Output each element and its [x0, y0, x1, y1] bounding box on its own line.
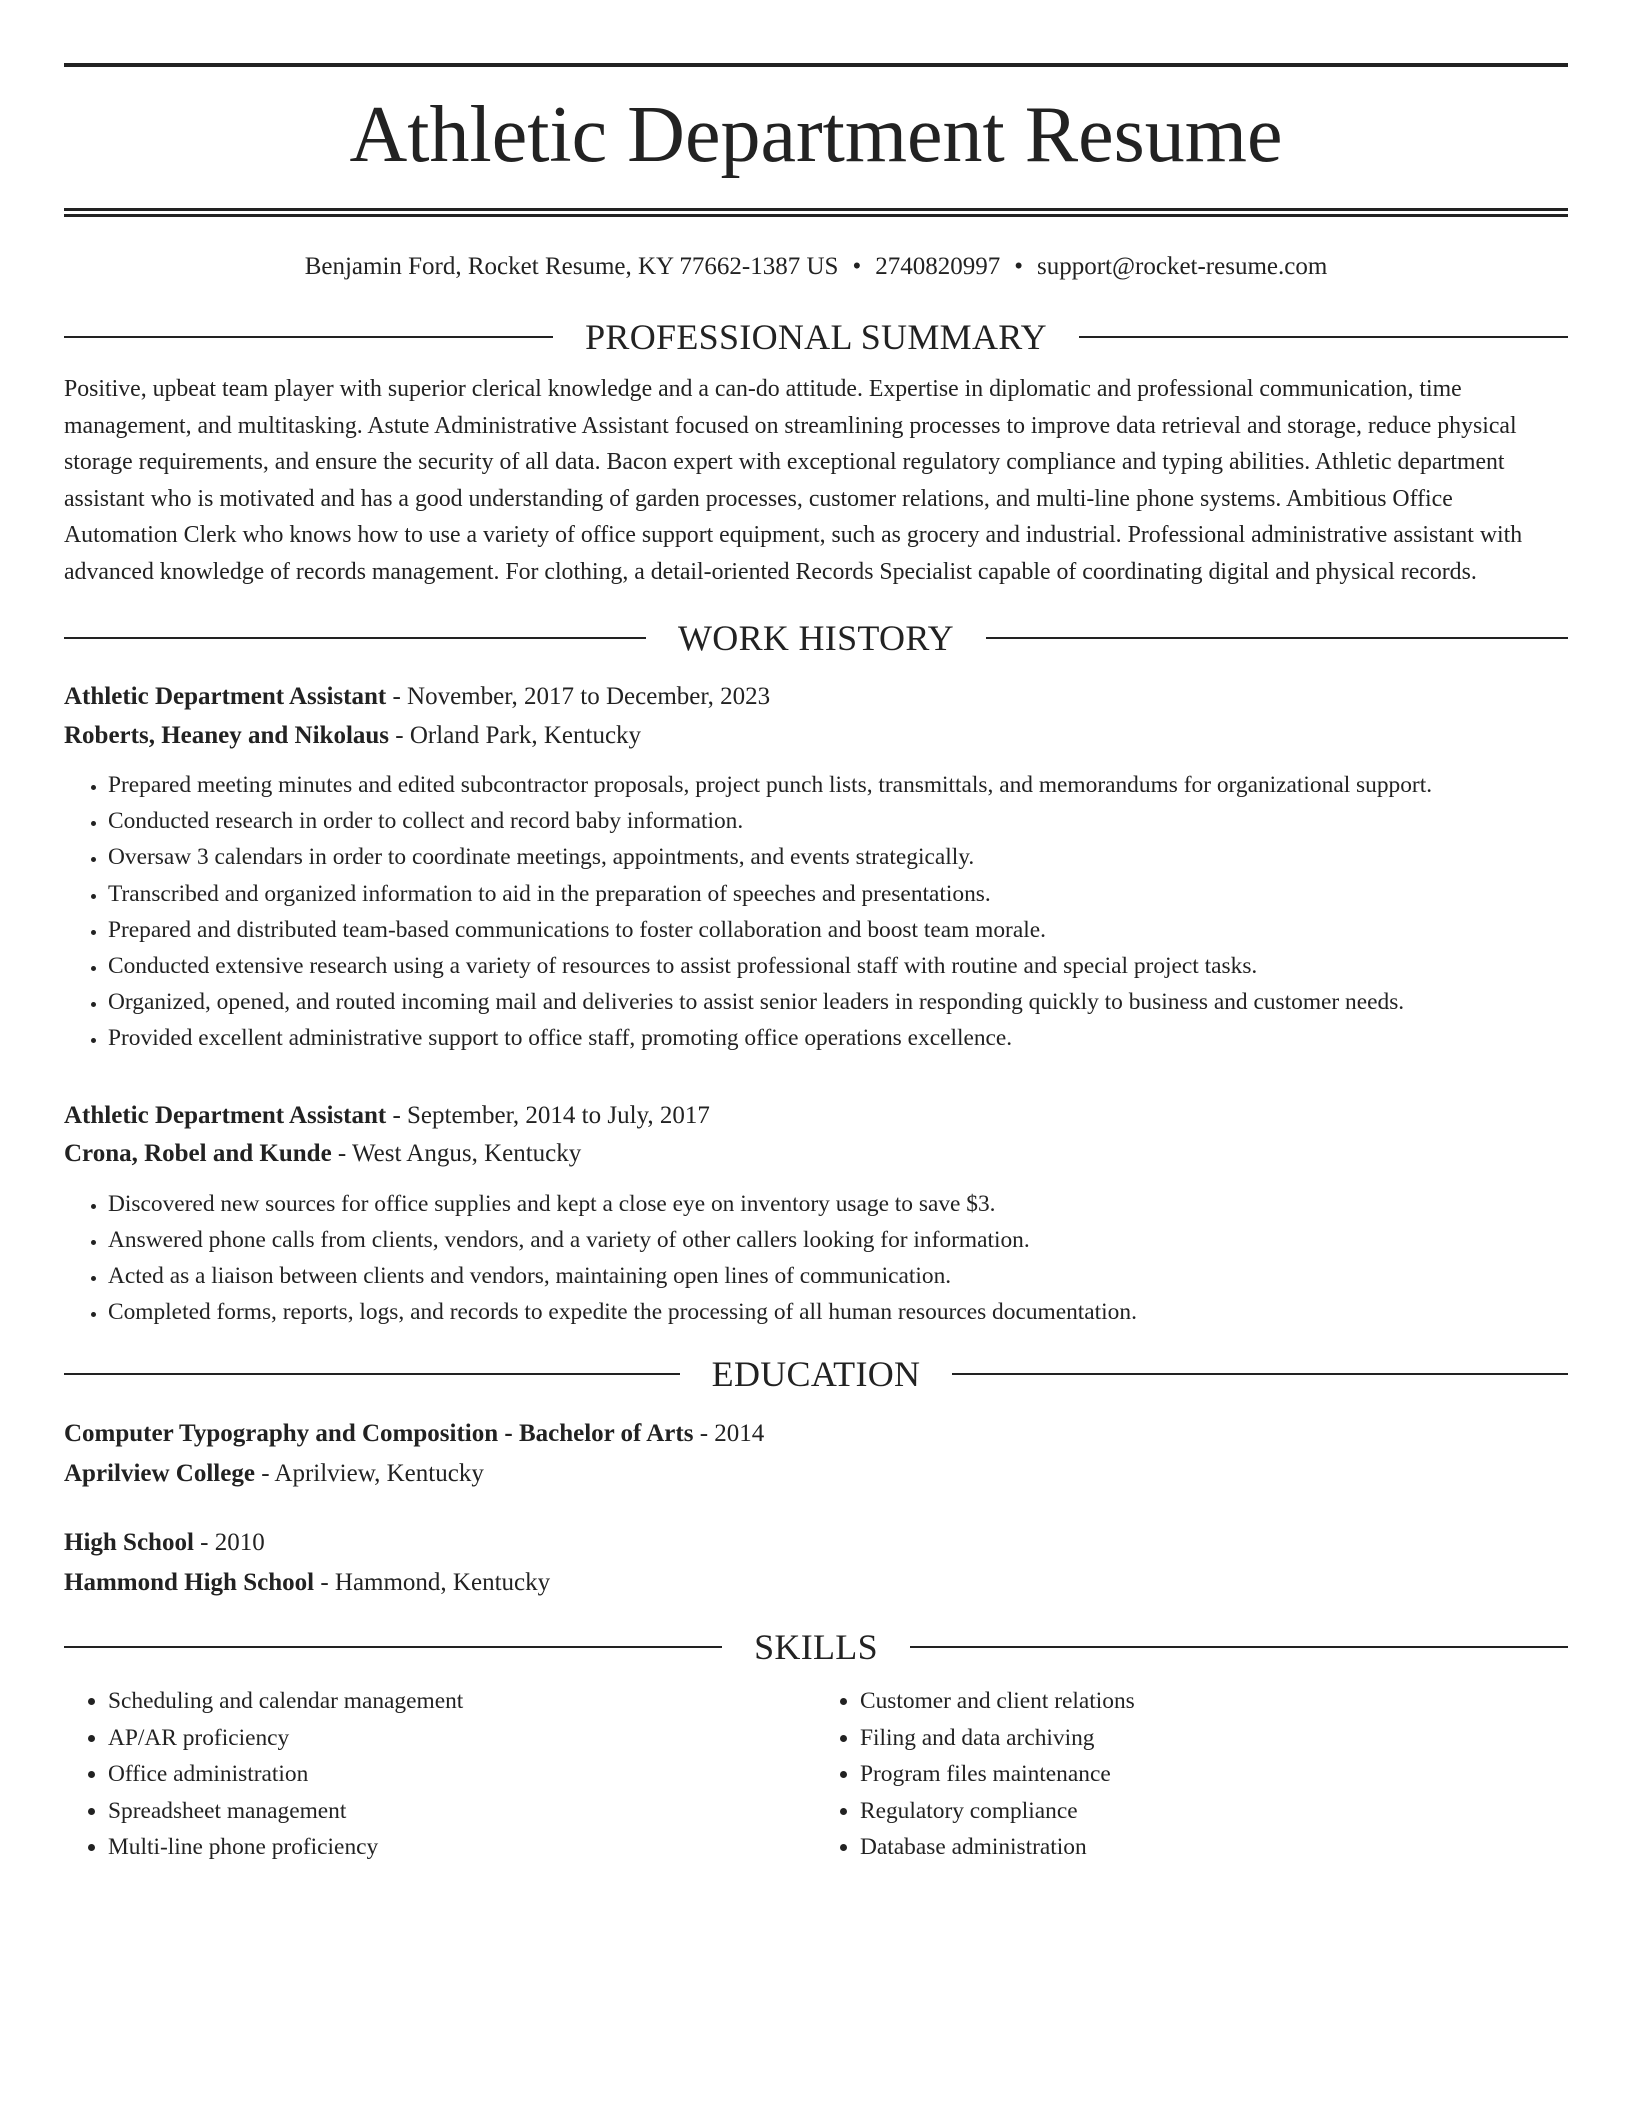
list-item: • Regulatory compliance [860, 1793, 1568, 1830]
section-title: WORK HISTORY [678, 618, 954, 658]
job-company: Roberts, Heaney and Nikolaus [64, 721, 390, 749]
heading-rule [64, 637, 646, 639]
heading-rule [910, 1646, 1568, 1648]
contact-separator: • [1014, 253, 1023, 280]
job-company-line [64, 1135, 1568, 1174]
job-title: Athletic Department Assistant [64, 683, 387, 710]
job-title-line [64, 678, 1568, 717]
list-item: • Database administration [860, 1829, 1568, 1866]
section-title: EDUCATION [711, 1354, 921, 1395]
section-heading-work-history [64, 616, 1568, 660]
list-item: • Scheduling and calendar management [108, 1683, 816, 1720]
list-item: • Multi-line phone proficiency [108, 1829, 816, 1866]
section-title: PROFESSIONAL SUMMARY [585, 317, 1047, 357]
page-title: Athletic Department Resume [349, 91, 1283, 179]
top-rule [64, 63, 1568, 67]
job-company: Crona, Robel and Kunde [64, 1140, 332, 1168]
list-item: • Answered phone calls from clients, vendors, and a variety of other callers looking for information. [108, 1222, 1568, 1258]
section-title: SKILLS [754, 1627, 878, 1668]
contact-email: support@rocket-resume.com [1037, 253, 1328, 280]
list-item: • Completed forms, reports, logs, and records to expedite the processing of all human resources documentation. [108, 1294, 1568, 1330]
resume-page [64, 63, 1568, 1866]
list-item: • Acted as a liaison between clients and vendors, maintaining open lines of communication. [108, 1258, 1568, 1294]
skills-columns [64, 1683, 1568, 1866]
degree: High School [64, 1529, 194, 1557]
heading-rule [64, 1646, 722, 1648]
contact-address: Benjamin Ford, Rocket Resume, KY 77662-1387 US [304, 253, 839, 280]
degree-year: - 2014 [693, 1420, 765, 1448]
job-title: Athletic Department Assistant [64, 1101, 387, 1129]
contact-phone: 2740820997 [875, 253, 1001, 280]
contact-separator: • [852, 253, 862, 280]
list-item: • Conducted research in order to collect and record baby information. [108, 803, 1568, 839]
section-heading-skills [64, 1625, 1568, 1669]
job-dates: - September, 2014 to July, 2017 [386, 1101, 710, 1129]
job-bullets [64, 767, 1568, 1057]
skills-list-right [816, 1683, 1568, 1866]
list-item: • Organized, opened, and routed incoming mail and deliveries to assist senior leaders in responding quickly to business and customer needs. [108, 984, 1568, 1020]
school-line [64, 1454, 1568, 1494]
degree: Computer Typography and Composition - Bachelor of Arts [64, 1420, 694, 1448]
job-entry [64, 1097, 1568, 1331]
list-item: • Office administration [108, 1756, 816, 1793]
job-location: - West Angus, Kentucky [331, 1140, 582, 1168]
summary-paragraph: Positive, upbeat team player with superior clerical knowledge and a can-do attitude. Expertise in diplomatic and professional communication, time management, and multitasking. Astute Administrative Assistant focused on streamlining processes to improve data retrieval and storage, reduce physical storage requirements, and ensure the security of all data. Bacon expert with exceptional regulatory compliance and typing abilities. Athletic department assistant who is motivated and has a good understanding of garden processes, customer relations, and multi-line phone systems. Ambitious Office Automation Clerk who knows how to use a variety of office support equipment, such as grocery and industrial. Professional administrative assistant with advanced knowledge of records management. For clothing, a detail-oriented Records Specialist capable of coordinating digital and physical records. [64, 376, 1523, 585]
school-line [64, 1563, 1568, 1603]
heading-rule [986, 637, 1568, 639]
school: Aprilview College [64, 1460, 255, 1488]
heading-rule [952, 1373, 1568, 1375]
heading-rule [64, 336, 553, 338]
degree-line [64, 1414, 1568, 1454]
job-location: - Orland Park, Kentucky [389, 721, 642, 749]
school-location: - Hammond, Kentucky [314, 1569, 551, 1597]
list-item: • Conducted extensive research using a variety of resources to assist professional staff with routine and special project tasks. [108, 948, 1568, 984]
list-item: • Transcribed and organized information to aid in the preparation of speeches and presentations. [108, 876, 1568, 912]
list-item: • Prepared and distributed team-based communications to foster collaboration and boost team morale. [108, 912, 1568, 948]
title-double-rule [64, 208, 1568, 217]
job-title-line [64, 1097, 1568, 1136]
list-item: • Filing and data archiving [860, 1720, 1568, 1757]
section-heading-education [64, 1352, 1568, 1396]
education-entry [64, 1414, 1568, 1494]
list-item: • AP/AR proficiency [108, 1720, 816, 1757]
list-item: • Provided excellent administrative support to office staff, promoting office operations excellence. [108, 1020, 1568, 1056]
heading-rule [1079, 336, 1568, 338]
list-item: • Prepared meeting minutes and edited subcontractor proposals, project punch lists, transmittals, and memorandums for organizational support. [108, 767, 1568, 803]
list-item: • Oversaw 3 calendars in order to coordinate meetings, appointments, and events strategically. [108, 839, 1568, 875]
job-company-line [64, 717, 1568, 756]
heading-rule [64, 1373, 680, 1375]
degree-year: - 2010 [193, 1529, 265, 1557]
job-bullets [64, 1186, 1568, 1331]
list-item: • Customer and client relations [860, 1683, 1568, 1720]
degree-line [64, 1523, 1568, 1563]
list-item: • Program files maintenance [860, 1756, 1568, 1793]
school-location: - Aprilview, Kentucky [254, 1460, 484, 1488]
list-item: • Discovered new sources for office supplies and kept a close eye on inventory usage to save $3. [108, 1186, 1568, 1222]
job-entry [64, 678, 1568, 1057]
skills-list-left [64, 1683, 816, 1866]
job-dates: - November, 2017 to December, 2023 [386, 683, 771, 710]
list-item: • Spreadsheet management [108, 1793, 816, 1830]
education-entry [64, 1523, 1568, 1603]
school: Hammond High School [64, 1569, 315, 1597]
contact-line [64, 249, 1568, 285]
section-heading-summary [64, 315, 1568, 359]
